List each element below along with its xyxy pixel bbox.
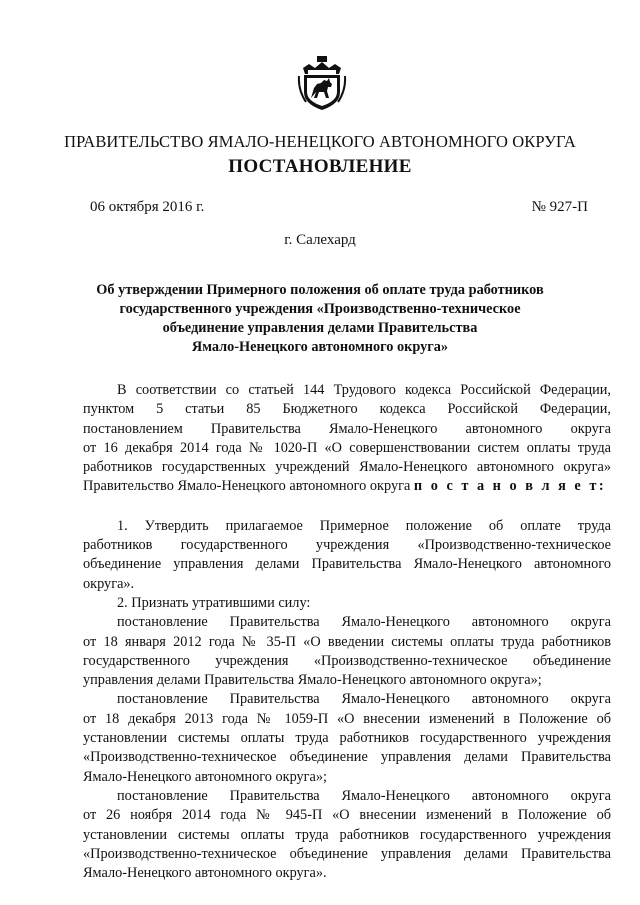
body-line: 1. Утвердить прилагаемое Примерное положение об оплате труда	[117, 517, 611, 534]
body-line: работников государственного учреждения «Производственно-техническое	[83, 537, 611, 554]
body-line: постановление Правительства Ямало-Ненецкого автономного округа	[117, 614, 611, 631]
item-2c-paragraph	[83, 787, 611, 883]
body-line: постановление Правительства Ямало-Ненецкого автономного округа	[117, 691, 611, 708]
body-line: управления делами Правительства Ямало-Ненецкого автономного округа»;	[83, 672, 542, 689]
body-line: от 18 декабря 2013 года № 1059-П «О внесении изменений в Положение об	[83, 710, 611, 727]
document-subject	[90, 281, 550, 357]
item-2b-paragraph	[83, 690, 611, 786]
body-line: установлении системы оплаты труда работников государственного учреждения	[83, 730, 611, 747]
coat-of-arms-icon	[297, 54, 347, 112]
body-line: от 16 декабря 2014 года № 1020-П «О совершенствовании систем оплаты труда	[83, 439, 611, 456]
body-line: «Производственно-техническое объединение управления делами Правительства	[83, 749, 611, 766]
government-name: ПРАВИТЕЛЬСТВО ЯМАЛО-НЕНЕЦКОГО АВТОНОМНОГО ОКРУГА	[64, 132, 576, 151]
body-line: постановление Правительства Ямало-Ненецкого автономного округа	[117, 787, 611, 804]
body-line: установлении системы оплаты труда работников государственного учреждения	[83, 826, 611, 843]
subject-line: объединение управления делами Правительства	[162, 320, 478, 336]
body-line: округа».	[83, 575, 135, 592]
subject-line: Об утверждении Примерного положения об оплате труда работников	[96, 282, 544, 298]
body-line: объединение управления делами Правительства Ямало-Ненецкого автономного	[83, 556, 611, 573]
preamble-issuer: Правительство Ямало-Ненецкого автономного округа	[83, 478, 414, 495]
body-line: пунктом 5 статьи 85 Бюджетного кодекса Российской Федерации,	[83, 401, 611, 418]
item-2-heading	[83, 594, 611, 613]
body-line: 2. Признать утратившими силу:	[117, 594, 311, 611]
subject-line: государственного учреждения «Производственно-техническое	[119, 301, 521, 317]
body-line: работников государственных учреждений Ямало-Ненецкого автономного округа»	[83, 459, 611, 476]
subject-line: Ямало-Ненецкого автономного округа»	[191, 339, 449, 355]
body-line	[83, 477, 611, 496]
body-line: В соответствии со статьей 144 Трудового кодекса Российской Федерации,	[117, 382, 611, 398]
body-line: Ямало-Ненецкого автономного округа»;	[83, 768, 328, 785]
decree-word: п о с т а н о в л я е т:	[413, 478, 607, 495]
document-type: ПОСТАНОВЛЕНИЕ	[228, 156, 412, 177]
document-date: 06 октября 2016 г.	[90, 199, 205, 215]
item-1-paragraph	[83, 517, 611, 594]
body-line: постановлением Правительства Ямало-Ненецкого автономного округа	[83, 420, 611, 437]
document-body	[83, 381, 611, 883]
item-2a-paragraph	[83, 613, 611, 690]
document-city: г. Салехард	[284, 232, 356, 248]
document-number: № 927-П	[531, 199, 588, 215]
body-line: Ямало-Ненецкого автономного округа».	[83, 865, 327, 882]
preamble-paragraph	[83, 381, 611, 497]
body-line: от 18 января 2012 года № 35-П «О введении системы оплаты труда работников	[83, 633, 611, 650]
body-line: «Производственно-техническое объединение управления делами Правительства	[83, 845, 611, 862]
body-line: от 26 ноября 2014 года № 945-П «О внесении изменений в Положение об	[83, 807, 611, 824]
body-line: государственного учреждения «Производственно-техническое объединение	[83, 652, 611, 669]
